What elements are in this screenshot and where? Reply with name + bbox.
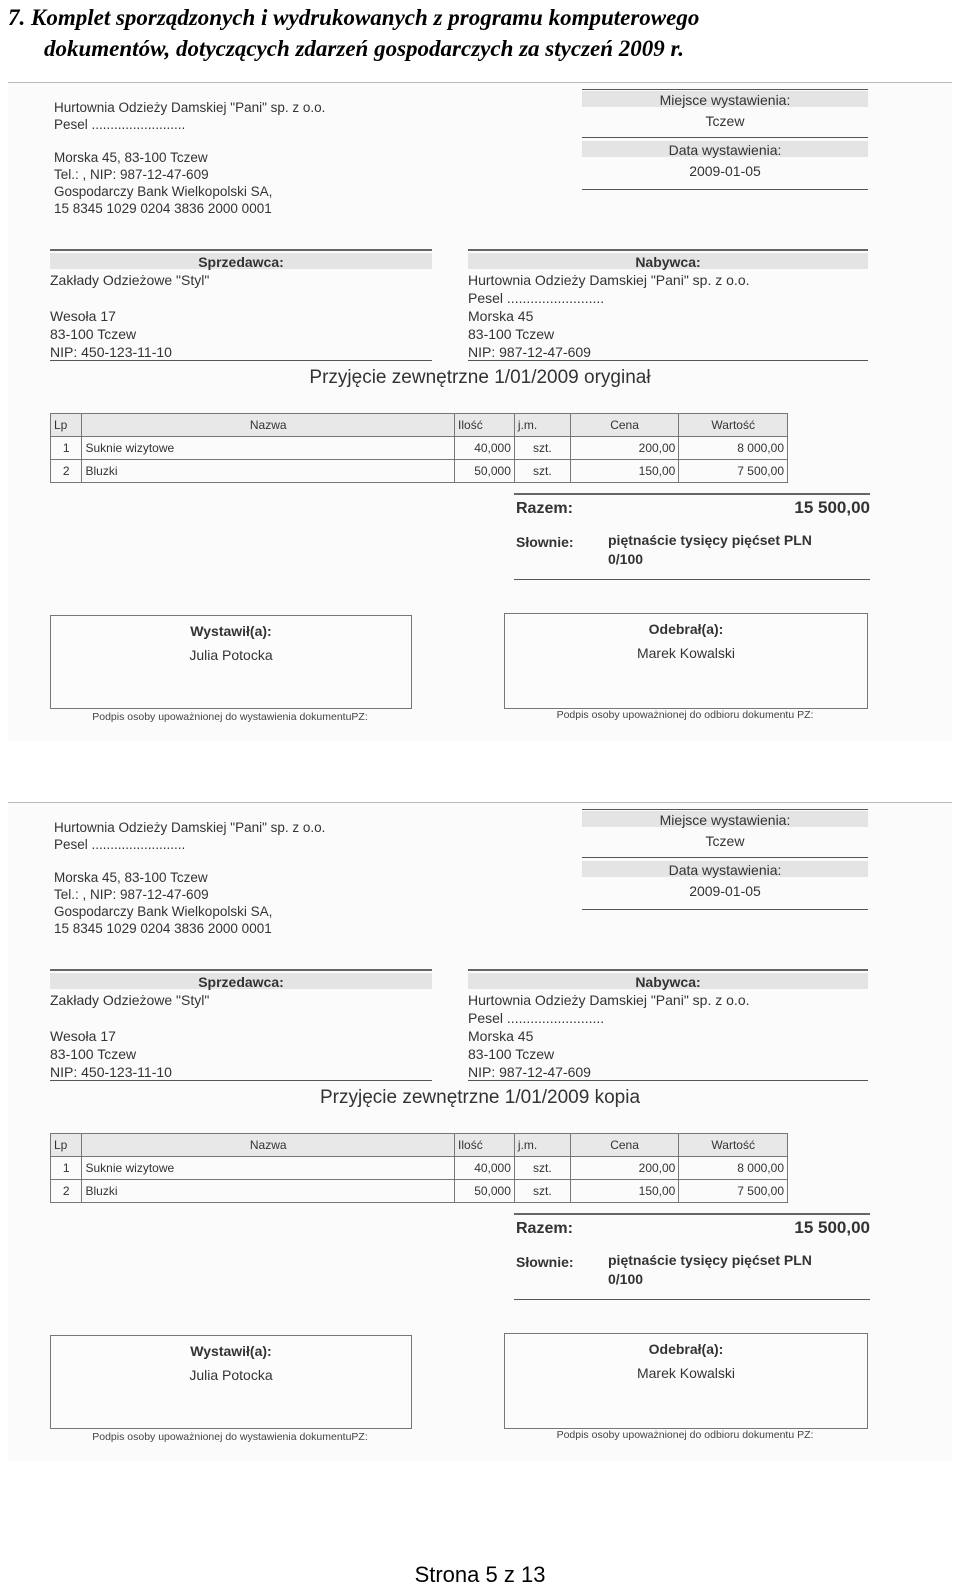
issuer-street: Morska 45, 83-100 Tczew [54,870,208,885]
buyer-pesel: Pesel ......................... [468,290,605,306]
words-block [608,531,812,569]
issuer-tel-nip: Tel.: , NIP: 987-12-47-609 [54,167,209,182]
buyer-street: Morska 45 [468,308,534,324]
items-table [50,1133,788,1203]
place-value: Tczew [705,833,745,849]
seller-name: Zakłady Odzieżowe "Styl" [50,992,210,1008]
table-row [51,1157,788,1180]
total-label: Razem: [516,500,573,517]
buyer-label: Nabywca: [635,254,701,270]
cell-value: 7 500,00 [679,460,788,483]
place-value: Tczew [705,113,745,129]
issuer-street: Morska 45, 83-100 Tczew [54,150,208,165]
table-header-row [51,414,788,437]
seller-street: Wesoła 17 [50,1028,116,1044]
cell-name: Bluzki [82,460,455,483]
col-lp: Lp [51,414,82,437]
table-header-row [51,1134,788,1157]
received-label: Odebrał(a): [648,1341,724,1357]
cell-qty: 50,000 [455,460,515,483]
table-row [51,1180,788,1203]
issued-by: Julia Potocka [189,647,273,663]
buyer-city: 83-100 Tczew [468,326,555,342]
issuer-block [54,819,325,937]
words-label: Słownie: [516,1254,574,1270]
document-title: Przyjęcie zewnętrzne 1/01/2009 kopia [319,1087,641,1108]
cell-unit: szt. [514,1180,570,1203]
received-label: Odebrał(a): [648,621,724,637]
page-heading [8,2,952,64]
seller-city: 83-100 Tczew [50,326,137,342]
col-unit: j.m. [514,414,570,437]
words-line-1: piętnaście tysięcy pięćset PLN [608,1252,812,1268]
cell-name: Bluzki [82,1180,455,1203]
words-block [608,1251,812,1289]
date-value: 2009-01-05 [689,883,761,899]
words-line-2: 0/100 [608,1271,644,1287]
seller-block [50,271,209,361]
issuer-block [54,99,325,217]
cell-qty: 40,000 [455,437,515,460]
cell-name: Suknie wizytowe [82,437,455,460]
cell-unit: szt. [514,460,570,483]
issuer-bank: Gospodarczy Bank Wielkopolski SA, [54,904,273,919]
cell-lp: 2 [51,1180,82,1203]
buyer-street: Morska 45 [468,1028,534,1044]
received-signature-caption: Podpis osoby upoważnionej do odbioru dokumentu PZ: [556,709,814,721]
cell-name: Suknie wizytowe [82,1157,455,1180]
issuer-pesel: Pesel ......................... [54,117,186,132]
document-title: Przyjęcie zewnętrzne 1/01/2009 oryginał [309,367,651,388]
buyer-pesel: Pesel ......................... [468,1010,605,1026]
issued-signature-caption: Podpis osoby upoważnionej do wystawienia dokumentuPZ: [92,711,368,723]
buyer-nip: NIP: 987-12-47-609 [468,344,591,360]
place-label: Miejsce wystawienia: [659,92,791,108]
col-name: Nazwa [82,1134,455,1157]
buyer-block [468,271,750,361]
page-footer: Strona 5 z 13 [414,1562,546,1587]
col-value: Wartość [679,414,788,437]
words-line-1: piętnaście tysięcy pięćset PLN [608,532,812,548]
buyer-name: Hurtownia Odzieży Damskiej "Pani" sp. z o.o. [468,992,750,1008]
document-copy [8,802,952,1461]
issuer-name: Hurtownia Odzieży Damskiej "Pani" sp. z o.o. [54,820,326,835]
col-lp: Lp [51,1134,82,1157]
buyer-nip: NIP: 987-12-47-609 [468,1064,591,1080]
seller-block [50,991,209,1081]
buyer-label: Nabywca: [635,974,701,990]
place-label: Miejsce wystawienia: [659,812,791,828]
items-table [50,413,788,483]
cell-lp: 1 [51,437,82,460]
col-price: Cena [570,414,679,437]
table-row [51,460,788,483]
total-value: 15 500,00 [794,1218,870,1237]
buyer-name: Hurtownia Odzieży Damskiej "Pani" sp. z o.o. [468,272,750,288]
cell-price: 200,00 [570,1157,679,1180]
seller-nip: NIP: 450-123-11-10 [50,344,172,360]
cell-price: 200,00 [570,437,679,460]
heading-line-2: dokumentów, dotyczących zdarzeń gospodarczych za styczeń 2009 r. [44,36,684,61]
issued-label: Wystawił(a): [190,623,272,639]
issued-signature-caption: Podpis osoby upoważnionej do wystawienia dokumentuPZ: [92,1431,368,1443]
issuer-bank: Gospodarczy Bank Wielkopolski SA, [54,184,273,199]
col-unit: j.m. [514,1134,570,1157]
col-qty: Ilość [455,1134,515,1157]
cell-price: 150,00 [570,1180,679,1203]
date-value: 2009-01-05 [689,163,761,179]
cell-lp: 2 [51,460,82,483]
seller-nip: NIP: 450-123-11-10 [50,1064,172,1080]
seller-label: Sprzedawca: [198,254,284,270]
issued-label: Wystawił(a): [190,1343,272,1359]
received-box [504,1333,868,1429]
buyer-block [468,991,750,1081]
col-name: Nazwa [82,414,455,437]
issued-box [50,615,412,709]
col-price: Cena [570,1134,679,1157]
seller-name: Zakłady Odzieżowe "Styl" [50,272,210,288]
received-box [504,613,868,709]
cell-unit: szt. [514,437,570,460]
issuer-name: Hurtownia Odzieży Damskiej "Pani" sp. z o.o. [54,100,326,115]
received-by: Marek Kowalski [636,645,736,661]
heading-line-1: 7. Komplet sporządzonych i wydrukowanych z programu komputerowego [8,5,700,30]
words-label: Słownie: [516,534,574,550]
issuer-account: 15 8345 1029 0204 3836 2000 0001 [54,921,272,936]
buyer-city: 83-100 Tczew [468,1046,555,1062]
seller-label: Sprzedawca: [198,974,284,990]
cell-value: 8 000,00 [679,1157,788,1180]
cell-price: 150,00 [570,460,679,483]
received-signature-caption: Podpis osoby upoważnionej do odbioru dokumentu PZ: [556,1429,814,1441]
issued-by: Julia Potocka [189,1367,273,1383]
date-label: Data wystawienia: [668,142,782,158]
date-label: Data wystawienia: [668,862,782,878]
cell-unit: szt. [514,1157,570,1180]
document-original [8,82,952,741]
total-label: Razem: [516,1220,573,1237]
issuer-account: 15 8345 1029 0204 3836 2000 0001 [54,201,272,216]
cell-qty: 50,000 [455,1180,515,1203]
seller-street: Wesoła 17 [50,308,116,324]
issued-box [50,1335,412,1429]
total-value: 15 500,00 [794,498,870,517]
cell-qty: 40,000 [455,1157,515,1180]
col-qty: Ilość [455,414,515,437]
issuer-tel-nip: Tel.: , NIP: 987-12-47-609 [54,887,209,902]
received-by: Marek Kowalski [636,1365,736,1381]
words-line-2: 0/100 [608,551,644,567]
cell-value: 7 500,00 [679,1180,788,1203]
col-value: Wartość [679,1134,788,1157]
table-row [51,437,788,460]
issuer-pesel: Pesel ......................... [54,837,186,852]
cell-lp: 1 [51,1157,82,1180]
cell-value: 8 000,00 [679,437,788,460]
seller-city: 83-100 Tczew [50,1046,137,1062]
